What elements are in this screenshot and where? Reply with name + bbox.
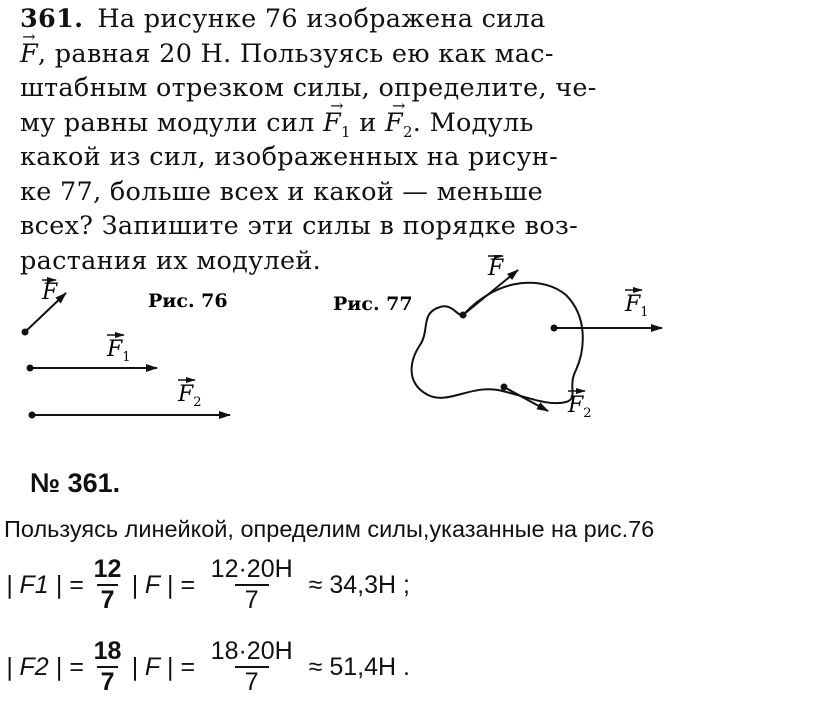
vector-F1: → $F_1$ — [323, 106, 351, 150]
solution-title: № 361. — [30, 468, 121, 498]
vector-F2: → $F_2$ — [385, 106, 413, 150]
force-F2-label: $F_2$ — [178, 382, 202, 410]
fig77-force-F2-arrow — [504, 387, 548, 411]
figure-76 — [22, 280, 231, 419]
equation-F2 — [6, 637, 410, 697]
equation-F1 — [6, 555, 410, 615]
problem-line-5: какой из сил, изображенных на рисун- — [20, 142, 559, 172]
eq1-fraction-2: $\frac{12\cdot 20Н}{7}$ — [210, 555, 293, 614]
eq1-mid: | F | = — [131, 570, 195, 599]
eq1-lhs: | F1 | = — [6, 570, 84, 599]
force-F2-point — [29, 412, 36, 419]
force-F1-label: $F_1$ — [107, 337, 131, 365]
problem-line-1: 361. На рисунке 76 изображена сила — [20, 4, 546, 34]
fig77-force-F2-label: $F_2$ — [568, 393, 592, 421]
eq2-lhs: | F2 | = — [6, 652, 84, 681]
figure-77 — [333, 256, 662, 421]
problem-line-2: → F, равная 20 Н. Пользуясь ею как мас- — [20, 37, 810, 72]
eq1-fraction-1: $\frac{12}{7}$ — [93, 555, 122, 614]
problem-line-6: ке 77, больше всех и какой — меньше — [20, 176, 544, 207]
figures — [0, 255, 818, 455]
fig77-force-F-point — [460, 312, 467, 319]
solution-intro: Пользуясь линейкой, определим силы,указанные на рис.76 — [4, 516, 655, 542]
problem-line-8: растания их модулей. — [20, 245, 322, 276]
eq2-fraction-2: $\frac{18\cdot 20Н}{7}$ — [210, 637, 293, 696]
problem-line-7: всех? Запишите эти силы в порядке воз- — [20, 211, 579, 241]
force-F1-point — [27, 365, 34, 372]
fig77-caption: Рис. 77 — [333, 293, 413, 315]
fig76-caption: Рис. 76 — [148, 290, 228, 312]
fig77-force-F2-point — [501, 384, 508, 391]
body-contour — [412, 283, 583, 403]
problem-line-4: му равны модули сил → $F_1$ $и \to F_2$. Модуль — [20, 106, 810, 141]
problem-line-3: штабным отрезком силы, определите, че- — [20, 73, 597, 103]
vector-F: → F — [20, 37, 38, 72]
fig77-force-F1-point — [551, 325, 558, 332]
force-F-point — [22, 329, 29, 336]
eq2-fraction-1: $\frac{18}{7}$ — [93, 637, 122, 696]
eq2-result: ≈ 51,4Н . — [308, 652, 410, 681]
problem-text — [20, 2, 810, 278]
problem-number: 361. — [20, 4, 84, 34]
fig77-force-F1-label: $F_1$ — [625, 292, 649, 320]
eq2-mid: | F | = — [131, 652, 195, 681]
fig77-force-F-label: F — [488, 256, 504, 281]
force-F-label: F — [42, 280, 58, 305]
eq1-result: ≈ 34,3Н ; — [308, 570, 410, 599]
